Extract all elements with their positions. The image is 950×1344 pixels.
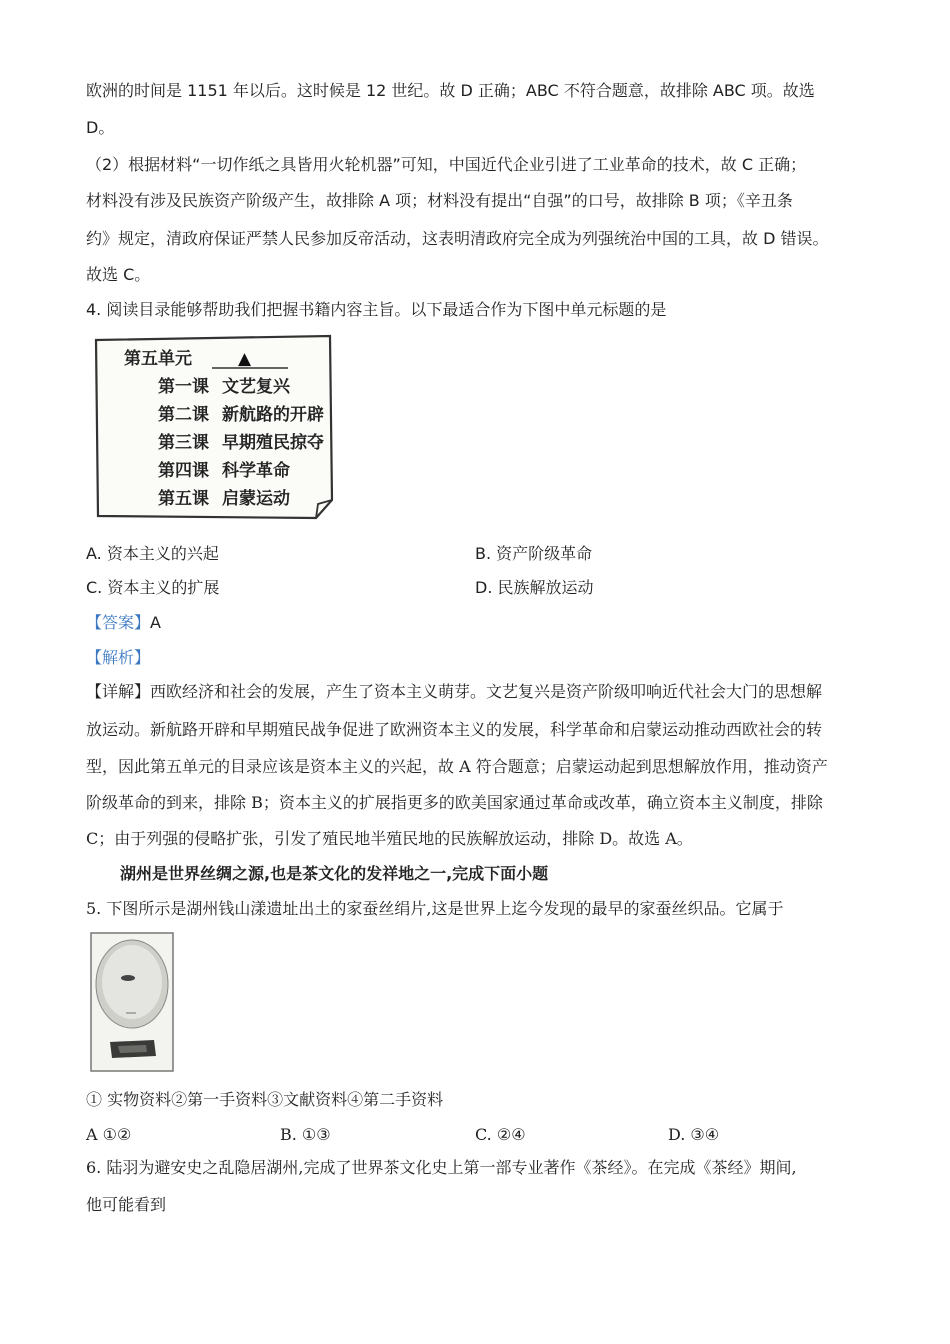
lesson-number: 第四课 (158, 461, 209, 481)
question-5-choices: ① 实物资料②第一手资料③文献资料④第二手资料 (86, 1090, 444, 1109)
analysis-label: 【解析】 (86, 648, 151, 667)
answer-label: 【答案】 (86, 613, 151, 632)
detail-line: 放运动。新航路开辟和早期殖民战争促进了欧洲资本主义的发展，科学革命和启蒙运动推动西欧社会的转 (86, 720, 823, 739)
lesson-name: 早期殖民掠夺 (222, 433, 324, 453)
detail-line: 阶级革命的到来，排除 B；资本主义的扩展指更多的欧美国家通过革命或改革，确立资本主义制度，排除 (86, 793, 823, 812)
text-line: 材料没有涉及民族资产阶级产生，故排除 A 项；材料没有提出“自强”的口号，故排除 B 项；《辛丑条 (86, 191, 793, 210)
option-b[interactable]: B. ①③ (280, 1125, 331, 1144)
detail-label: 【详解】 (86, 682, 151, 701)
lesson-number: 第一课 (158, 377, 209, 397)
text-line: （2）根据材料“一切作纸之具皆用火轮机器”可知，中国近代企业引进了工业革命的技术，故 C 正确； (86, 155, 807, 174)
lesson-name: 新航路的开辟 (222, 405, 324, 425)
text-line: 约》规定，清政府保证严禁人民参加反帝活动，这表明清政府完全成为列强统治中国的工具，故 D 错误。 (86, 229, 829, 248)
detail-line (86, 682, 822, 702)
group-intro: 湖州是世界丝绸之源,也是茶文化的发祥地之一,完成下面小题 (120, 864, 549, 883)
detail-text: 西欧经济和社会的发展，产生了资本主义萌芽。文艺复兴是资产阶级叩响近代社会大门的思想解 (150, 682, 823, 701)
title-placeholder-triangle: ▲ (238, 349, 252, 369)
text-line: D。 (86, 118, 115, 137)
question-4-stem: 4. 阅读目录能够帮助我们把握书籍内容主旨。以下最适合作为下图中单元标题的是 (86, 300, 667, 319)
option-c[interactable]: C. ②④ (475, 1125, 526, 1144)
lesson-number: 第五课 (158, 489, 209, 509)
option-c[interactable]: C. 资本主义的扩展 (86, 578, 220, 597)
text-line: 欧洲的时间是 1151 年以后。这时候是 12 世纪。故 D 正确；ABC 不符合题意，故排除 ABC 项。故选 (86, 81, 815, 100)
lesson-number: 第二课 (158, 405, 209, 425)
lesson-name: 科学革命 (222, 461, 290, 481)
option-b[interactable]: B. 资产阶级革命 (475, 544, 593, 563)
silk-fragment-photo (90, 932, 174, 1072)
table-of-contents-image (92, 334, 336, 524)
question-5-stem: 5. 下图所示是湖州钱山漾遗址出土的家蚕丝绢片,这是世界上迄今发现的最早的家蚕丝织品。它属于 (86, 899, 784, 918)
option-d[interactable]: D. 民族解放运动 (475, 578, 594, 597)
option-a[interactable]: A. 资本主义的兴起 (86, 544, 219, 563)
detail-line: C；由于列强的侵略扩张，引发了殖民地半殖民地的民族解放运动，排除 D。故选 A。 (86, 829, 693, 848)
lesson-name: 文艺复兴 (222, 377, 290, 397)
option-a[interactable]: A ①② (86, 1125, 132, 1144)
answer-value: A (150, 613, 161, 632)
question-6-stem: 6. 陆羽为避安史之乱隐居湖州,完成了世界茶文化史上第一部专业著作《茶经》。在完成《茶经》期间, (86, 1158, 797, 1177)
question-6-stem-continued: 他可能看到 (86, 1195, 167, 1214)
answer-line (86, 613, 161, 633)
unit-label: 第五单元 (124, 349, 192, 369)
detail-line: 型，因此第五单元的目录应该是资本主义的兴起，故 A 符合题意；启蒙运动起到思想解放作用，推动资产 (86, 757, 828, 776)
lesson-name: 启蒙运动 (222, 489, 290, 509)
lesson-number: 第三课 (158, 433, 209, 453)
text-line: 故选 C。 (86, 265, 151, 284)
option-d[interactable]: D. ③④ (668, 1125, 720, 1144)
